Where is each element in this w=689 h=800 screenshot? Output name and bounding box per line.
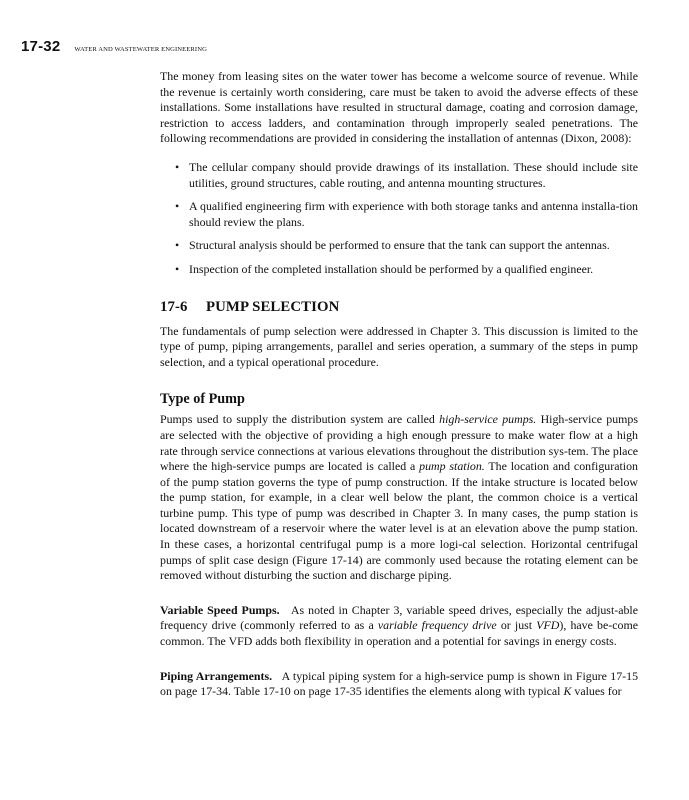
pump-selection-intro-paragraph: The fundamentals of pump selection were addressed in Chapter 3. This discussion is limited to the type of pump, piping arrangements, parallel and series operation, a summary of the steps in pump selection, and a typical operational procedure. xyxy=(160,323,638,369)
list-item xyxy=(175,238,638,254)
list-item xyxy=(175,199,638,230)
text-run: or just xyxy=(496,618,537,633)
defined-term: pump station. xyxy=(419,459,485,474)
bullet-icon: • xyxy=(175,159,180,174)
piping-arrangements-paragraph xyxy=(160,669,638,700)
list-item-text: The cellular company should provide drawings of its installation. These should include site utilities, ground structures, cable routing, and antenna mounting structures. xyxy=(189,159,638,190)
run-in-heading: Variable Speed Pumps. xyxy=(160,602,280,617)
defined-term: variable frequency drive xyxy=(377,618,497,633)
running-head xyxy=(21,38,207,55)
antenna-recommendations-list xyxy=(160,160,638,278)
type-of-pump-paragraph xyxy=(160,412,638,584)
text-run: As noted in Chapter 3, variable speed drives, especially the adjust-able frequency drive (commonly referred to as a xyxy=(160,602,639,633)
list-item xyxy=(175,261,638,278)
book-title: WATER AND WASTEWATER ENGINEERING xyxy=(74,46,207,53)
page-number: 17-32 xyxy=(21,38,61,55)
text-run: High-service pumps are selected with the objective of providing a high enough pressure to make water flow at a high rate through service connections at various elevations throughout the distribution sys-tem. The place where the high-service pumps are located is called a xyxy=(160,412,638,474)
list-item-text: Structural analysis should be performed to ensure that the tank can support the antennas. xyxy=(189,238,610,253)
bullet-icon: • xyxy=(175,261,180,276)
variable-symbol: K xyxy=(563,684,572,699)
text-run: values for xyxy=(571,684,622,699)
subsection-heading-type-of-pump: Type of Pump xyxy=(160,391,245,408)
text-run: The location and configuration of the pump station governs the type of pump construction. If the intake structure is located below the pump station, for example, in a clear well below the plant, the common choice is a vertical turbine pump. This type of pump was described in Chapter 3. In many cases, the pump station is located downstream of a reservoir where the water level is at an elevation above the pump station. In these cases, a horizontal centrifugal pump is a more logi-cal selection. Horizontal centrifugal pumps of split case design (Figure 17-14) are commonly used because the rotating element can be removed without disturbing the suction and discharge piping. xyxy=(160,459,638,583)
text-run: A typical piping system for a high-service pump is shown in Figure 17-15 on page 17-34. Table 17-10 on page 17-35 identifies the elements along with typical xyxy=(160,668,639,699)
page-body xyxy=(160,69,638,700)
run-in-heading: Piping Arrangements. xyxy=(160,668,273,683)
variable-speed-pumps-paragraph xyxy=(160,603,638,650)
defined-term: VFD xyxy=(536,618,560,633)
section-title: PUMP SELECTION xyxy=(206,298,340,315)
section-heading-pump-selection xyxy=(160,299,638,316)
list-item-text: Inspection of the completed installation should be performed by a qualified engineer. xyxy=(189,261,594,276)
section-number: 17-6 xyxy=(160,298,188,315)
bullet-icon: • xyxy=(175,199,180,214)
antenna-intro-paragraph: The money from leasing sites on the water tower has become a welcome source of revenue. While the revenue is certainly worth considering, care must be taken to avoid the adverse effects of these installations. Some installations have resulted in structural damage, coating and corrosion damage, restriction to access ladders, and contamination through improperly sealed penetrations. The following recommendations are provided in considering the installation of antennas (Dixon, 2008): xyxy=(160,69,638,146)
defined-term: high-service pumps. xyxy=(439,412,537,427)
bullet-icon: • xyxy=(175,238,180,253)
text-run: ), have be-come common. The VFD adds both flexibility in operation and a potential for savings in energy costs. xyxy=(160,618,638,649)
text-run: Pumps used to supply the distribution system are called xyxy=(160,412,440,427)
list-item xyxy=(175,159,638,191)
list-item-text: A qualified engineering firm with experience with both storage tanks and antenna installa-tion should review the plans. xyxy=(189,199,638,229)
